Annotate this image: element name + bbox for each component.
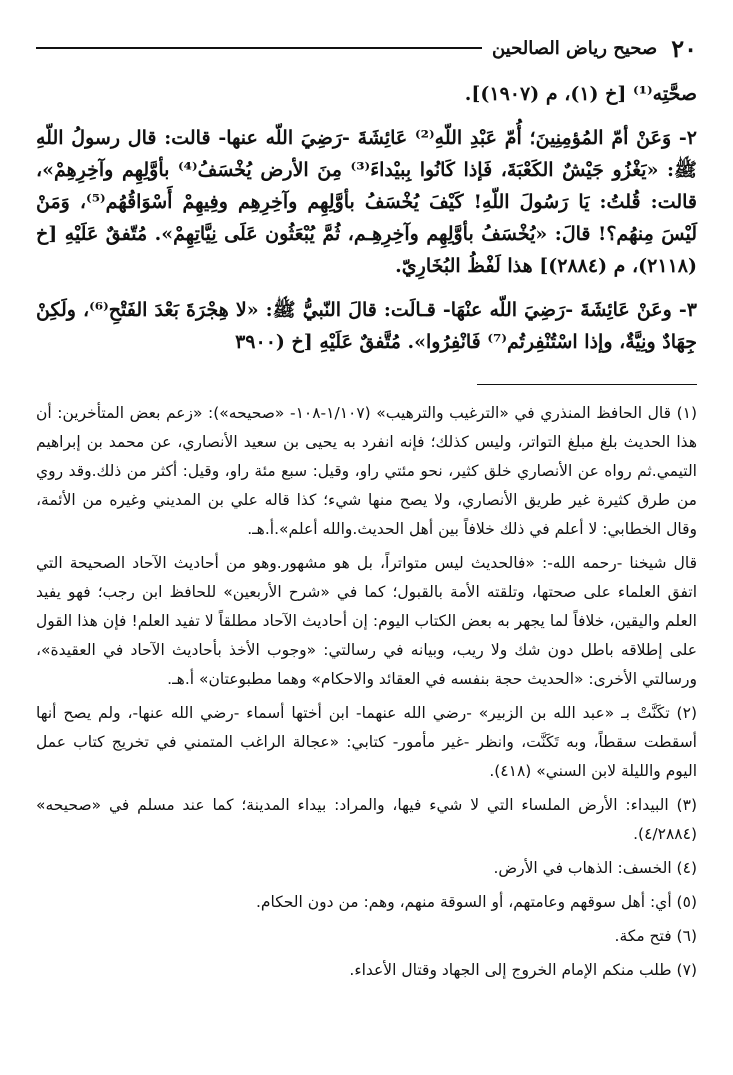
footnotes [36,399,697,985]
hadith-2: ٢- وَعَنْ أمّ المُؤمِنِينَ؛ أُمّ عَبْدِ اللّهِ⁽²⁾ عَائِشَةَ -رَضِيَ اللّه عنها- قالت: قال رسولُ اللّهِ ﷺ: «يَغْزُو جَيْشٌ الكَعْبَةَ، فَإذا كَانُوا بِبيْداءَ⁽³⁾ مِنَ الأرض يُخْسَفُ⁽⁴⁾ بأوَّلِهِم وآخِرِهِمْ»، قالت: قُلتُ: يَا رَسُولَ اللّهِ! كَيْفَ يُخْسَفُ بأوَّلِهِم وآخِرِهِم وفِيهِمْ أَسْوَاقُهُم⁽⁵⁾، وَمَنْ لَيْسَ مِنهُم؟! قالَ: «يُخْسَفُ بأوَّلِهِم وآخِرِهِـم، ثُمَّ يُبْعَثُون عَلَى نِيَّاتِهِمْ». مُتّفقٌ عَلَيْهِ [خ (٢١١٨)، م (٢٨٨٤)] هذا لَفْظُ البُخَارِيّ. [36,127,698,277]
footnote-6: (٦) فتح مكة. [614,927,697,945]
footnote-4: (٤) الخسف: الذهاب في الأرض. [493,859,697,877]
header-rule [36,47,482,49]
continued-line: صحَّتِه⁽¹⁾ [خ (١)، م (١٩٠٧)]. [464,83,697,105]
footnote-1-continued: قال شيخنا -رحمه الله-: «فالحديث ليس متواتراً، بل هو مشهور.وهو من أحاديث الآحاد الصحيحة التي اتفق العلماء على صحتها، وتلقته الأمة بالقبول؛ كما في «شرح الأربعين» للحافظ ابن رجب؛ فهو يفيد العلم واليقين، خلافاً لما يجهر به بعض الكتاب اليوم: إن أحاديث الآحاد مطلقاً لا تفيد العلم! فإن هذا القول على إطلاقه باطل دون شك ولا ريب، وبيانه في رسالتي: «وجوب الأخذ بأحاديث الآحاد في العقيدة»، ورسالتي الأخرى: «الحديث حجة بنفسه في العقائد والاحكام» وهما مطبوعتان» أ.هـ. [36,554,697,688]
footnote-2: (٢) تكَنَّتْ بـ «عبد الله بن الزبير» -رضي الله عنهما- ابن أختها أسماء -رضي الله عنها-، ولم يصح أنها أسقطت سقطاً، وبه تَكَنَّت، وانظر -غير مأمور- كتابي: «عجالة الراغب المتمني في تخريج كتاب عمل اليوم والليلة لابن السني» (٤١٨). [36,704,697,780]
hadith-3: ٣- وعَنْ عَائِشَةَ -رَضِيَ اللّه عنْهَا- قـالَت: قالَ النّبيُّ ﷺ: «لا هِجْرَةَ بَعْدَ الفَتْحِ⁽⁶⁾، ولَكِنْ جِهَادٌ ونِيَّةٌ، وإذا اسْتُنْفِرتُم⁽⁷⁾ فَانْفِرُوا». مُتَّفقٌ عَلَيْهِ [خ (٣٩٠٠ [36,299,697,353]
footnote-1: (١) قال الحافظ المنذري في «الترغيب والترهيب» (١/١٠٧-١٠٨- «صحيحه»): «زعم بعض المتأخرين: أن هذا الحديث بلغ مبلغ التواتر، وليس كذلك؛ فإنه انفرد به يحيى بن سعيد الأنصاري، عن محمد بن إبراهيم التيمي.ثم رواه عن الأنصاري خلق كثير، نحو مئتي راو، وقيل: سبع مئة راو، وقيل: أكثر من ذلك.وقد روي من طرق كثيرة غير طريق الأنصاري، ولا يصح منها شيء؛ كذا قاله علي بن المديني وغيره من الأئمة، وقال الخطابي: لا أعلم في ذلك خلافاً بين أهل الحديث.والله أعلم».أ.هـ. [36,404,698,538]
page-header [36,28,697,68]
main-text [36,78,697,358]
footnote-3: (٣) البيداء: الأرض الملساء التي لا شيء فيها، والمراد: بيداء المدينة؛ كما عند مسلم في «صحيحه» (٤/٢٨٨٤). [36,796,697,843]
footnote-5: (٥) أي: أهل سوقهم وعامتهم، أو السوقة منهم، وهم: من دون الحكام. [255,893,697,911]
page-number: ٢٠ [671,33,697,63]
footnote-separator [477,384,697,385]
footnote-7: (٧) طلب منكم الإمام الخروج إلى الجهاد وقتال الأعداء. [349,961,697,979]
running-title: صحيح رياض الصالحين [491,37,658,59]
